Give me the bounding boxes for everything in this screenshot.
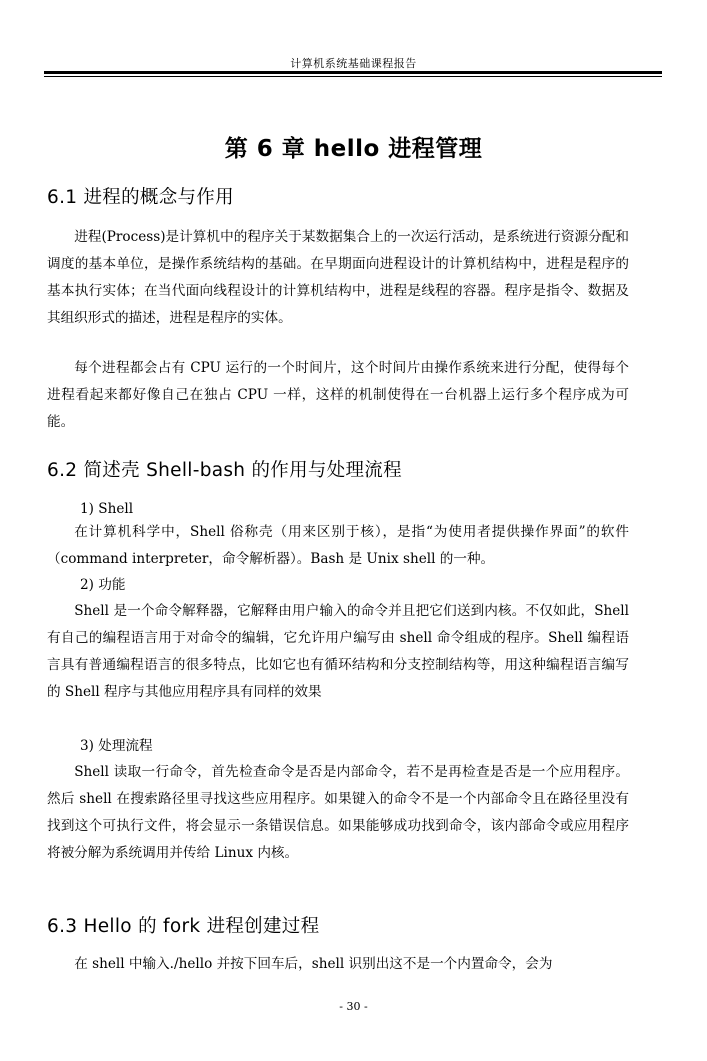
header-rule-thin: [44, 76, 662, 77]
section-heading-6-3: 6.3 Hello 的 fork 进程创建过程: [47, 916, 320, 937]
page-number: - 30 -: [339, 1000, 368, 1013]
paragraph-shell-function: Shell 是一个命令解释器，它解释由用户输入的命令并且把它们送到内核。不仅如此，Shell 有自己的编程语言用于对命令的编辑，它允许用户编写由 shell 命令组成的程序。Shell 编程语言具有普通编程语言的很多特点，比如它也有循环结构和分支控制结构等，用这种编程语言编写的 Shell 程序与其他应用程序具有同样的效果: [47, 603, 629, 700]
chapter-title: 第 6 章 hello 进程管理: [224, 136, 483, 162]
list-label-function: 2) 功能: [80, 577, 126, 593]
list-label-shell: 1) Shell: [80, 501, 134, 517]
list-label-process-flow: 3) 处理流程: [80, 738, 153, 754]
paragraph-shell-process-flow: Shell 读取一行命令，首先检查命令是否是内部命令，若不是再检查是否是一个应用程序。然后 shell 在搜索路径里寻找这些应用程序。如果键入的命令不是一个内部命令且在路径里没有找到这个可执行文件，将会显示一条错误信息。如果能够成功找到命令，该内部命令或应用程序将被分解为系统调用并传给 Linux 内核。: [47, 764, 629, 861]
paragraph-shell-definition: 在计算机科学中，Shell 俗称壳（用来区别于核），是指“为使用者提供操作界面”的软件（command interpreter，命令解析器）。Bash 是 Unix shell 的一种。: [47, 524, 629, 567]
running-header: 计算机系统基础课程报告: [290, 57, 417, 70]
paragraph-process-definition: 进程(Process)是计算机中的程序关于某数据集合上的一次运行活动，是系统进行资源分配和调度的基本单位，是操作系统结构的基础。在早期面向进程设计的计算机结构中，进程是程序的基本执行实体；在当代面向线程设计的计算机结构中，进程是线程的容器。程序是指令、数据及其组织形式的描述，进程是程序的实体。: [47, 229, 629, 326]
header-rule-thick: [44, 71, 662, 74]
paragraph-time-slice: 每个进程都会占有 CPU 运行的一个时间片，这个时间片由操作系统来进行分配，使得每个进程看起来都好像自己在独占 CPU 一样，这样的机制使得在一台机器上运行多个程序成为可能。: [47, 360, 629, 430]
section-heading-6-2: 6.2 简述壳 Shell-bash 的作用与处理流程: [47, 460, 402, 481]
paragraph-fork-intro: 在 shell 中输入./hello 并按下回车后，shell 识别出这不是一个内置命令，会为: [74, 956, 553, 972]
section-heading-6-1: 6.1 进程的概念与作用: [47, 187, 234, 208]
